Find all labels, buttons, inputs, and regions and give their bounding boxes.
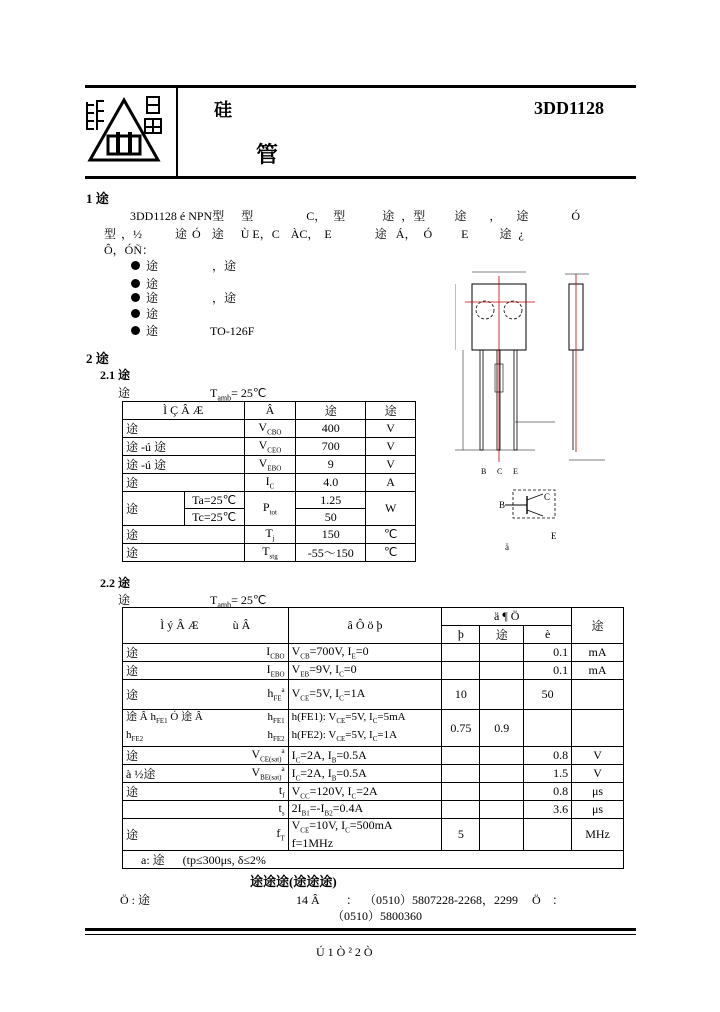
desc-fragment: 途: [454, 209, 467, 223]
min-cell: [442, 662, 480, 680]
feature-value: ，途: [212, 291, 237, 305]
min-cell: [442, 644, 480, 662]
table-row: [123, 783, 624, 801]
pin-label-e: E: [513, 467, 518, 476]
desc-fragment: Ó: [571, 209, 581, 223]
param-symbol: $T_j$: [244, 526, 296, 544]
param-unit: V: [366, 438, 416, 456]
table-row: [123, 680, 624, 710]
unit-cell: mA: [572, 644, 624, 662]
condition-cell: $2I_{B1}=-I_{B2}=0.4A$: [288, 801, 442, 818]
header-divider: [176, 88, 178, 176]
header-rule-top: [85, 85, 636, 88]
desc-fragment: 途: [175, 227, 188, 241]
company-name: 途途途(途途途): [250, 874, 337, 889]
table-row: [123, 456, 416, 474]
condition-cell: $V_{CC}=120V$, $I_C=2A$: [288, 783, 442, 801]
param-cell: 途 $t_f$: [123, 783, 289, 801]
table-header-row: [123, 402, 416, 420]
desc-fragment: Á，: [395, 227, 417, 241]
package-drawing: [455, 262, 615, 552]
address-label: Ö : 途: [120, 893, 151, 907]
param-cell: 途 $I_{EBO}$: [123, 662, 289, 680]
fax-value: （0510）5800360: [332, 909, 423, 923]
param-symbol: $V_{CBO}$: [244, 420, 296, 438]
unit-cell: mA: [572, 662, 624, 680]
min-cell: 10: [442, 680, 480, 710]
param-value: 4.0: [296, 474, 366, 492]
typ-cell: 0.9: [480, 710, 524, 747]
desc-fragment: 途: [499, 227, 512, 241]
table-row: [123, 818, 624, 850]
desc-fragment: ，: [489, 209, 502, 223]
section-1-desc-line-2: [104, 228, 524, 240]
table-row: [123, 492, 416, 509]
param-value: 150: [296, 526, 366, 544]
fax-separator: ：: [552, 893, 565, 907]
param-unit: ℃: [366, 544, 416, 562]
header-cell: 途: [366, 402, 416, 420]
page-number: Ú 1 Ò ² 2 Ò: [316, 945, 373, 959]
cond-value: = 25℃: [231, 593, 267, 607]
max-cell: 3.6: [524, 801, 572, 818]
param-name: 途: [123, 544, 245, 562]
header-cell: 途: [572, 608, 624, 644]
desc-fragment: Ó: [423, 227, 433, 241]
section-2-heading: 2 途: [86, 351, 109, 366]
desc-fragment: ，½: [121, 227, 143, 241]
param-name: 途: [123, 474, 245, 492]
min-cell: 0.75: [442, 710, 480, 747]
unit-cell: μs: [572, 783, 624, 801]
pin-label-c: C: [497, 467, 503, 476]
max-cell: 50: [524, 680, 572, 710]
param-cell: 途 $I_{CBO}$: [123, 644, 289, 662]
cond-symbol: T: [210, 386, 218, 400]
tel-value: （0510）5807228-2268，2299: [364, 893, 518, 907]
typ-cell: [480, 680, 524, 710]
param-unit: V: [366, 456, 416, 474]
absolute-ratings-table: [122, 401, 416, 562]
table-row: [123, 420, 416, 438]
title-line-2: 管: [256, 142, 279, 167]
param-symbol: $P_{tot}$: [244, 492, 296, 526]
desc-fragment: 途: [516, 209, 529, 223]
header-cell: 途: [480, 626, 524, 644]
table-row: [123, 544, 416, 562]
param-symbol: $I_C$: [244, 474, 296, 492]
param-unit: V: [366, 420, 416, 438]
header-cell: Â: [244, 402, 296, 420]
param-name: 途 -ú 途: [123, 456, 245, 474]
symbol-label-e: E: [551, 531, 557, 541]
param-value: 700: [296, 438, 366, 456]
cond-symbol: T: [210, 593, 218, 607]
param-unit: ℃: [366, 526, 416, 544]
desc-fragment: 途: [382, 209, 395, 223]
desc-fragment: 型: [104, 227, 117, 241]
max-cell: 0.8: [524, 747, 572, 765]
feature-value: ，途: [212, 259, 237, 273]
cond-value: = 25℃: [231, 386, 267, 400]
typ-cell: [480, 783, 524, 801]
min-cell: 5: [442, 818, 480, 850]
typ-cell: [480, 801, 524, 818]
table-row: [123, 801, 624, 818]
feature-label: 途: [146, 291, 159, 305]
table-row: [123, 765, 624, 783]
param-symbol: $V_{EBO}$: [244, 456, 296, 474]
header-cell: 途: [296, 402, 366, 420]
unit-cell: V: [572, 747, 624, 765]
desc-fragment: 途: [211, 227, 224, 241]
max-cell: 0.1: [524, 644, 572, 662]
param-symbol: $V_{CEO}$: [244, 438, 296, 456]
title-line-1: 硅: [214, 100, 232, 120]
feature-label: 途: [146, 324, 159, 338]
min-cell: [442, 747, 480, 765]
feature-value: TO-126F: [210, 324, 255, 338]
param-condition: Ta=25℃: [184, 492, 244, 509]
min-cell: [442, 783, 480, 801]
param-cell: 途 Â $h_{FE1}$ Ó 途 Â $h_{FE1}$ $h_{FE2}$ $h_{FE2}$: [123, 710, 289, 747]
param-value: -55～150: [296, 544, 366, 562]
header-logo: [86, 92, 166, 164]
unit-cell: μs: [572, 801, 624, 818]
condition-cell: $I_C=2A$, $I_B=0.5A$: [288, 765, 442, 783]
condition-cell: $V_{CB}=700V$, $I_E=0$: [288, 644, 442, 662]
typ-cell: [480, 747, 524, 765]
section-2-1-note: 途: [118, 386, 131, 400]
section-1-desc-line-3: Ô，ÓÑ：: [104, 243, 154, 257]
desc-fragment: ÀC，: [290, 227, 320, 241]
figure-caption: ä: [505, 542, 509, 552]
condition-cell: $V_{CE}=10V$, $I_C=500mA$ f=1MHz: [288, 818, 442, 850]
cond-sub: amb: [217, 393, 232, 403]
desc-fragment: 型: [241, 209, 254, 223]
param-name: 途: [123, 526, 245, 544]
min-cell: [442, 765, 480, 783]
feature-label: 途: [146, 307, 159, 321]
table-footnote-row: [123, 851, 624, 869]
header-cell: â Ô ö þ: [288, 608, 442, 644]
desc-fragment: Ù E，C: [240, 227, 280, 241]
section-1-heading: 1 途: [86, 191, 109, 206]
bullet-icon: [131, 279, 140, 288]
cond-sub: amb: [217, 600, 232, 610]
param-value: 50: [296, 509, 366, 526]
desc-fragment: ，型: [401, 209, 426, 223]
param-value: 1.25: [296, 492, 366, 509]
bullet-icon: [131, 293, 140, 302]
bullet-icon: [131, 309, 140, 318]
header-cell: Ì ý Â Æ ù Â: [123, 608, 289, 644]
desc-fragment: E: [461, 227, 469, 241]
max-cell: 1.5: [524, 765, 572, 783]
min-cell: [442, 801, 480, 818]
footer-rule-thick: [85, 928, 636, 931]
section-2-2-note: 途: [118, 593, 131, 607]
section-2-1-heading: 2.1 途: [100, 368, 131, 382]
desc-fragment: 途: [374, 227, 387, 241]
condition-cell: $V_{CE}=5V$, $I_C=1A$: [288, 680, 442, 710]
desc-fragment: C，: [306, 209, 327, 223]
unit-cell: MHz: [572, 818, 624, 850]
table-row: [123, 747, 624, 765]
footnote-cell: a: 途 (tp≤300μs, δ≤2%: [123, 851, 624, 869]
param-unit: A: [366, 474, 416, 492]
symbol-label-b: B: [499, 500, 506, 510]
to126f-outline-icon: [455, 262, 615, 552]
table-row: [123, 644, 624, 662]
bullet-icon: [131, 326, 140, 335]
desc-fragment: Ó: [192, 227, 201, 241]
header-cell: ä ¶ Ö: [442, 608, 572, 626]
param-condition: Tc=25℃: [184, 509, 244, 526]
typ-cell: [480, 818, 524, 850]
unit-cell: [572, 680, 624, 710]
table-row: [123, 662, 624, 680]
max-cell: 0.8: [524, 783, 572, 801]
param-cell: 途 $f_T$: [123, 818, 289, 850]
typ-cell: [480, 644, 524, 662]
footer-rule-thin: [85, 934, 636, 935]
header-cell: è: [524, 626, 572, 644]
max-cell: [524, 818, 572, 850]
desc-fragment: E: [324, 227, 332, 241]
param-cell: 途 $h_{FE}^a$: [123, 680, 289, 710]
symbol-label-c: C: [544, 492, 551, 502]
feature-label: 途: [146, 259, 159, 273]
param-unit: W: [366, 492, 416, 526]
condition-cell: $V_{EB}=9V$, $I_C=0$: [288, 662, 442, 680]
param-cell: à ½途 $V_{BE(sat)}^a$: [123, 765, 289, 783]
table-row: [123, 710, 624, 747]
section-2-2-heading: 2.2 途: [100, 576, 131, 590]
param-cell: 途 $V_{CE(sat)}^a$: [123, 747, 289, 765]
param-value: 400: [296, 420, 366, 438]
unit-cell: V: [572, 765, 624, 783]
fax-label: Ö: [532, 893, 541, 907]
condition-cell: h(FE1): $V_{CE}=5V$, $I_C=5mA$ h(FE2): $V_{CE}=5V$, $I_C=1A$: [288, 710, 442, 747]
section-1-desc-line-1: [130, 210, 580, 222]
header-rule-bottom: [85, 176, 636, 179]
desc-fragment: 型: [333, 209, 346, 223]
pin-label-b: B: [481, 467, 487, 476]
condition-cell: $I_C=2A$, $I_B=0.5A$: [288, 747, 442, 765]
param-symbol: $T_{stg}$: [244, 544, 296, 562]
max-cell: [524, 710, 572, 747]
param-name: 途: [123, 420, 245, 438]
part-number: 3DD1128: [534, 98, 605, 118]
company-logo-icon: [86, 92, 166, 164]
param-name: 途: [123, 492, 185, 526]
max-cell: 0.1: [524, 662, 572, 680]
desc-fragment: 3DD1128 é NPN型: [130, 209, 225, 223]
address-value: 14 Â: [296, 893, 320, 907]
table-header-row: [123, 608, 624, 626]
param-value: 9: [296, 456, 366, 474]
table-row: [123, 474, 416, 492]
table-row: [123, 526, 416, 544]
feature-label: 途: [146, 277, 159, 291]
unit-cell: [572, 710, 624, 747]
header-cell: Ì Ç Â Æ: [123, 402, 245, 420]
desc-fragment: ¿: [518, 227, 524, 241]
tel-label: ：: [346, 893, 359, 907]
table-row: [123, 438, 416, 456]
param-cell: $t_s$: [123, 801, 289, 818]
typ-cell: [480, 765, 524, 783]
typ-cell: [480, 662, 524, 680]
param-name: 途 -ú 途: [123, 438, 245, 456]
bullet-icon: [131, 261, 140, 270]
electrical-characteristics-table: [122, 607, 624, 869]
header-cell: þ: [442, 626, 480, 644]
